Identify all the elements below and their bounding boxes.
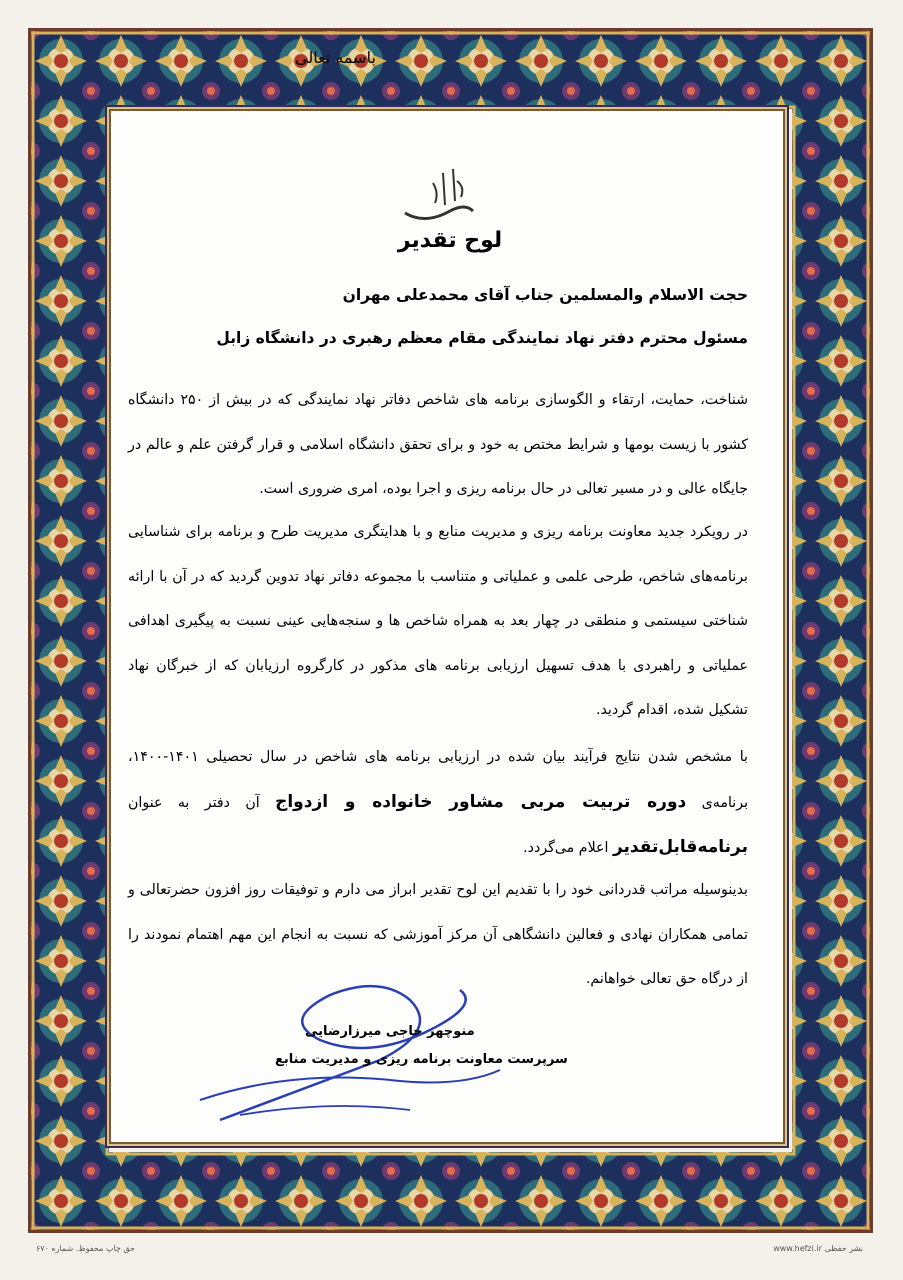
handwritten-signature	[180, 970, 510, 1130]
p3-end: اعلام می‌گردد.	[523, 840, 609, 856]
body-paragraph-1: شناخت، حمایت، ارتقاء و الگوسازی برنامه های شاخص دفاتر نهاد نمایندگی که در بیش از ۲۵۰ دانشگاه کشور با زیست بومها و شرایط مختص به خود و برای تحقق دانشگاه اسلامی و قرار گرفتن علم و عالم در جایگاه عالی و در مسیر تعالی در حال برنامه ریزی و اجرا بوده، امری ضروری است.	[128, 392, 748, 497]
award-level: برنامه‌قابل‌تقدیر	[612, 837, 748, 857]
footer-copyright: حق چاپ محفوظ. شماره ۶۷۰	[36, 1244, 135, 1253]
body-paragraph-3	[128, 735, 748, 871]
p3-intro: با مشخص شدن نتایج فرآیند بیان شده در ارزیابی برنامه های شاخص در سال تحصیلی ۱۴۰۱-۱۴۰۰، برنامه‌ی	[128, 749, 749, 811]
certificate-title: لوح تقدیر	[397, 228, 503, 253]
body-paragraph-4: بدینوسیله مراتب قدردانی خود را با تقدیم این لوح تقدیر ابراز می دارم و توفیقات روز افزون حضرتعالی و تمامی همکاران نهادی و فعالین دانشگاهی آن مرکز آموزشی که نسبت به انجام این مهم اهتمام نمودند را از درگاه حق تعالی خواهانم.	[128, 882, 748, 987]
basmala-text: باسمه تعالی	[295, 48, 376, 67]
basmala-calligraphy	[295, 48, 485, 227]
addressee-name: حجت الاسلام والمسلمین جناب آقای محمدعلی مهران	[342, 286, 748, 304]
program-name: دوره تربیت مربی مشاور خانواده و ازدواج	[275, 791, 687, 812]
signatory-position: سرپرست معاونت برنامه ریزی و مدیریت منابع	[275, 1052, 568, 1067]
addressee-position: مسئول محترم دفتر نهاد نمایندگی مقام معظم رهبری در دانشگاه زابل	[216, 329, 748, 347]
footer-publisher: www.hefzi.ir نشر حفظی	[773, 1244, 863, 1253]
body-paragraph-2: در رویکرد جدید معاونت برنامه ریزی و مدیریت منابع و با هدایتگری مدیریت طرح و برنامه برای شناسایی برنامه‌های شاخص، طرحی علمی و عملیاتی و متناسب با مجموعه دفاتر نهاد تدوین گردید که در آن با ارائه شناختی سیستمی و منطقی در چهار بعد به همراه شاخص ها و سنجه‌هایی عینی نسبت به پیگیری اهدافی عملیاتی و راهبردی با هدف تسهیل ارزیابی برنامه های مذکور در کارگروه ارزیابان که از خبرگان نهاد تشکیل شده، اقدام گردید.	[128, 524, 748, 718]
p3-middle: آن دفتر به عنوان	[128, 794, 260, 811]
signatory-name: منوچهر حاجی میرزارضایی	[305, 1024, 475, 1039]
